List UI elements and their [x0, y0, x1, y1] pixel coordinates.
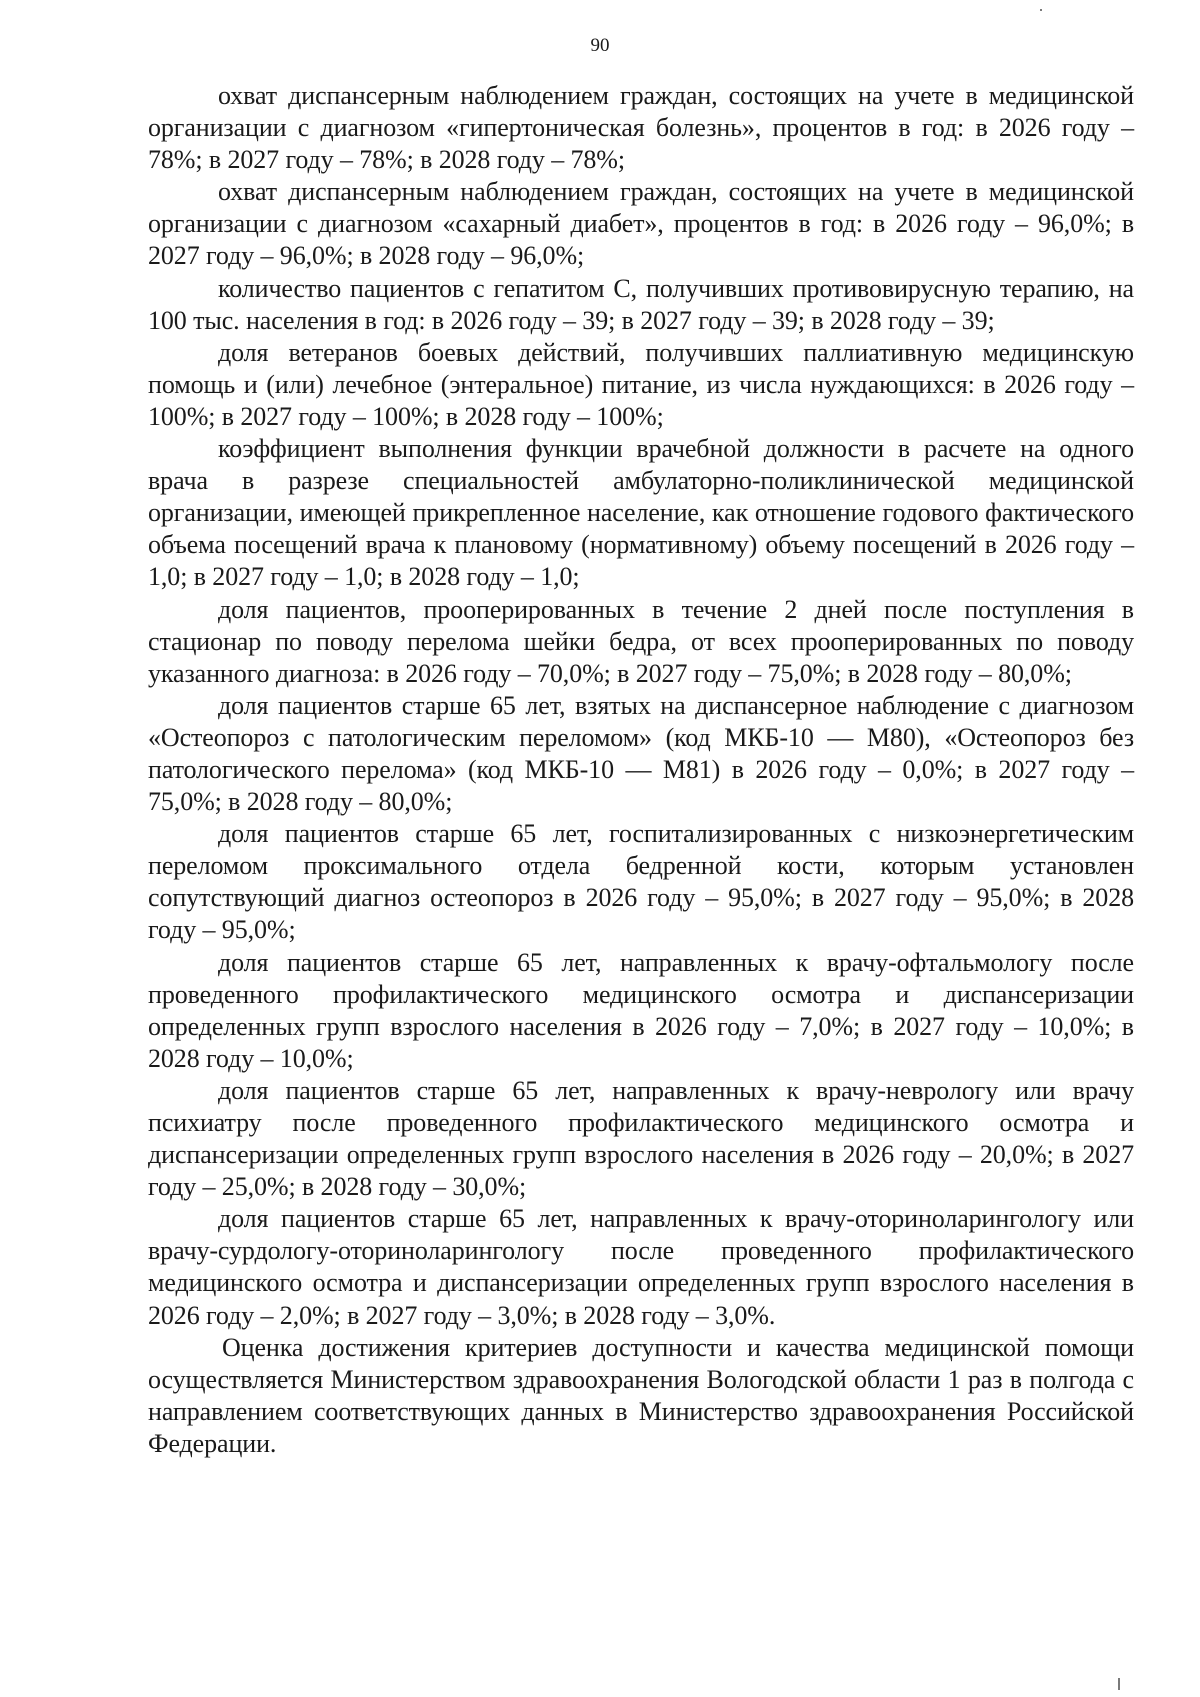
criterion-hypertension-coverage: охват диспансерным наблюдением граждан, состоящих на учете в медицинской организации с диагнозом «гипертоническая болезнь», процентов в год: в 2026 году – 78%; в 2027 году – 78%; в 2028 году – 78%; [148, 81, 1134, 175]
criterion-osteoporosis-diagnosis: доля пациентов старше 65 лет, госпитализированных с низкоэнергетическим переломом проксимального отдела бедренной кости, которым установлен сопутствующий диагноз остеопороз в 2026 году – 95,0%; в 2027 году – 95,0%; в 2028 году – 95,0%; [148, 819, 1134, 945]
scan-mark-top [1040, 9, 1042, 11]
closing-paragraph: Оценка достижения критериев доступности и качества медицинской помощи осуществляется Министерством здравоохранения Вологодской области 1 раз в полгода с направлением соответствующих данных в Министерство здравоохранения Российской Федерации. [148, 1332, 1134, 1458]
page-number: 90 [590, 35, 610, 56]
criterion-otolaryngologist-referral: доля пациентов старше 65 лет, направленных к врачу-оториноларингологу или врачу-сурдологу-оториноларингологу после проведенного профилактического медицинского осмотра и диспансеризации определенных групп взрослого населения в 2026 году – 2,0%; в 2027 году – 3,0%; в 2028 году – 3,0%. [148, 1204, 1134, 1330]
criterion-hepatitis-c-therapy: количество пациентов с гепатитом С, получивших противовирусную терапию, на 100 тыс. населения в год: в 2026 году – 39; в 2027 году – 39; в 2028 году – 39; [148, 273, 1134, 335]
criterion-ophthalmologist-referral: доля пациентов старше 65 лет, направленных к врачу-офтальмологу после проведенного профилактического медицинского осмотра и диспансеризации определенных групп взрослого населения в 2026 году – 7,0%; в 2027 году – 10,0%; в 2028 году – 10,0%; [148, 947, 1134, 1073]
criterion-hip-fracture-surgery: доля пациентов, прооперированных в течение 2 дней после поступления в стационар по поводу перелома шейки бедра, от всех прооперированных по поводу указанного диагноза: в 2026 году – 70,0%; в 2027 году – 75,0%; в 2028 году – 80,0%; [148, 594, 1134, 688]
criterion-physician-function-coefficient: коэффициент выполнения функции врачебной должности в расчете на одного врача в разрезе специальностей амбулаторно-поликлинической медицинской организации, имеющей прикрепленное население, как отношение годового фактического объема посещений врача к плановому (нормативному) объему посещений в 2026 году – 1,0; в 2027 году – 1,0; в 2028 году – 1,0; [148, 434, 1134, 592]
document-body [148, 80, 1134, 1460]
criterion-veterans-palliative-care: доля ветеранов боевых действий, получивших паллиативную медицинскую помощь и (или) лечебное (энтеральное) питание, из числа нуждающихся: в 2026 году – 100%; в 2027 году – 100%; в 2028 году – 100%; [148, 337, 1134, 431]
criterion-osteoporosis-dispensary: доля пациентов старше 65 лет, взятых на диспансерное наблюдение с диагнозом «Остеопороз с патологическим переломом» (код МКБ-10 — M80), «Остеопороз без патологического перелома» (код МКБ-10 — M81) в 2026 году – 0,0%; в 2027 году – 75,0%; в 2028 году – 80,0%; [148, 690, 1134, 817]
criterion-diabetes-coverage: охват диспансерным наблюдением граждан, состоящих на учете в медицинской организации с диагнозом «сахарный диабет», процентов в год: в 2026 году – 96,0%; в 2027 году – 96,0%; в 2028 году – 96,0%; [148, 177, 1134, 271]
scan-mark-bottom [1118, 1678, 1120, 1690]
criterion-neurologist-referral: доля пациентов старше 65 лет, направленных к врачу-неврологу или врачу психиатру после проведенного профилактического медицинского осмотра и диспансеризации определенных групп взрослого населения в 2026 году – 20,0%; в 2027 году – 25,0%; в 2028 году – 30,0%; [148, 1075, 1134, 1202]
